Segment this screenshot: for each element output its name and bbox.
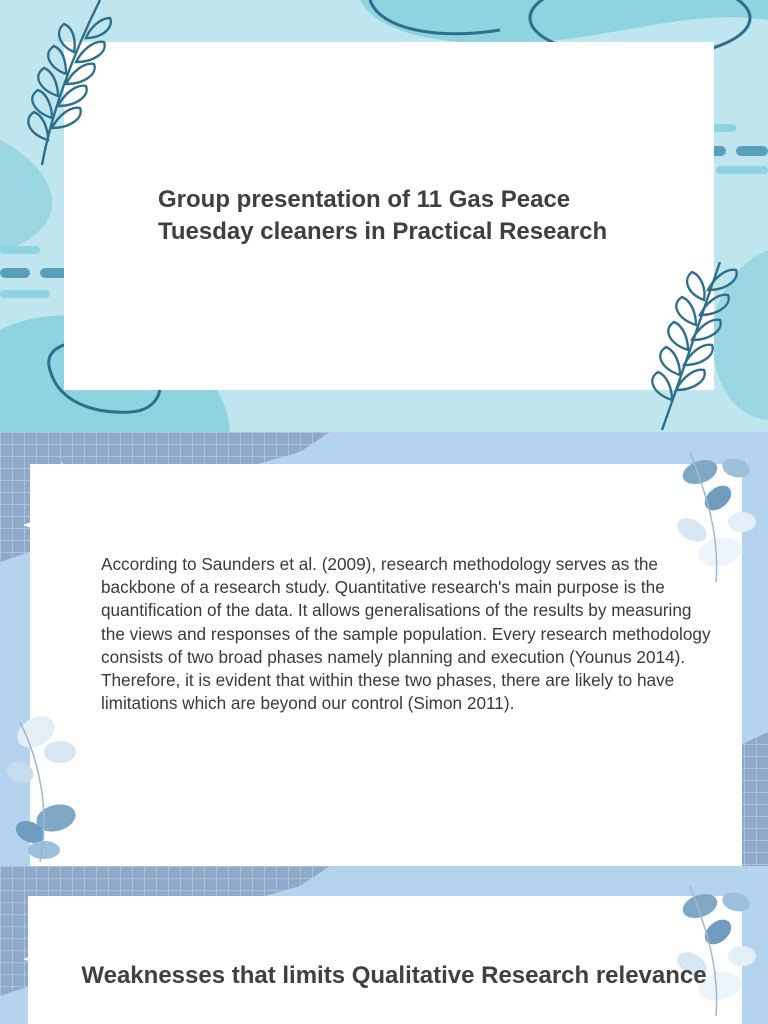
slide-3-title: Weaknesses that limits Qualitative Research relevance — [81, 962, 707, 989]
leaf-cluster-icon — [3, 710, 78, 862]
sparkle-icon — [23, 896, 69, 970]
slide-2-body-text: According to Saunders et al. (2009), research methodology serves as the backbone of a research study. Quantitative research's main purpose is the quantification of the data. It allows generalisations of the results by measuring the views and responses of the sample population. Every research methodology consists of two broad phases namely planning and execution (Younus 2014). Therefore, it is evident that within these two phases, there are likely to have limitations which are beyond our control (Simon 2011). — [101, 554, 711, 714]
slide-3-foreground-decoration — [0, 866, 768, 1024]
slide-1 — [0, 0, 768, 432]
fern-leaf-icon — [28, 0, 111, 165]
title-line-2: Tuesday cleaners in Practical Research — [158, 218, 608, 245]
fern-leaf-icon — [652, 262, 736, 430]
slide-3 — [0, 866, 768, 1024]
slide-1-title — [158, 184, 678, 248]
leaf-cluster-icon — [673, 886, 756, 1016]
title-line-1: Group presentation of 11 Gas Peace — [158, 186, 571, 213]
